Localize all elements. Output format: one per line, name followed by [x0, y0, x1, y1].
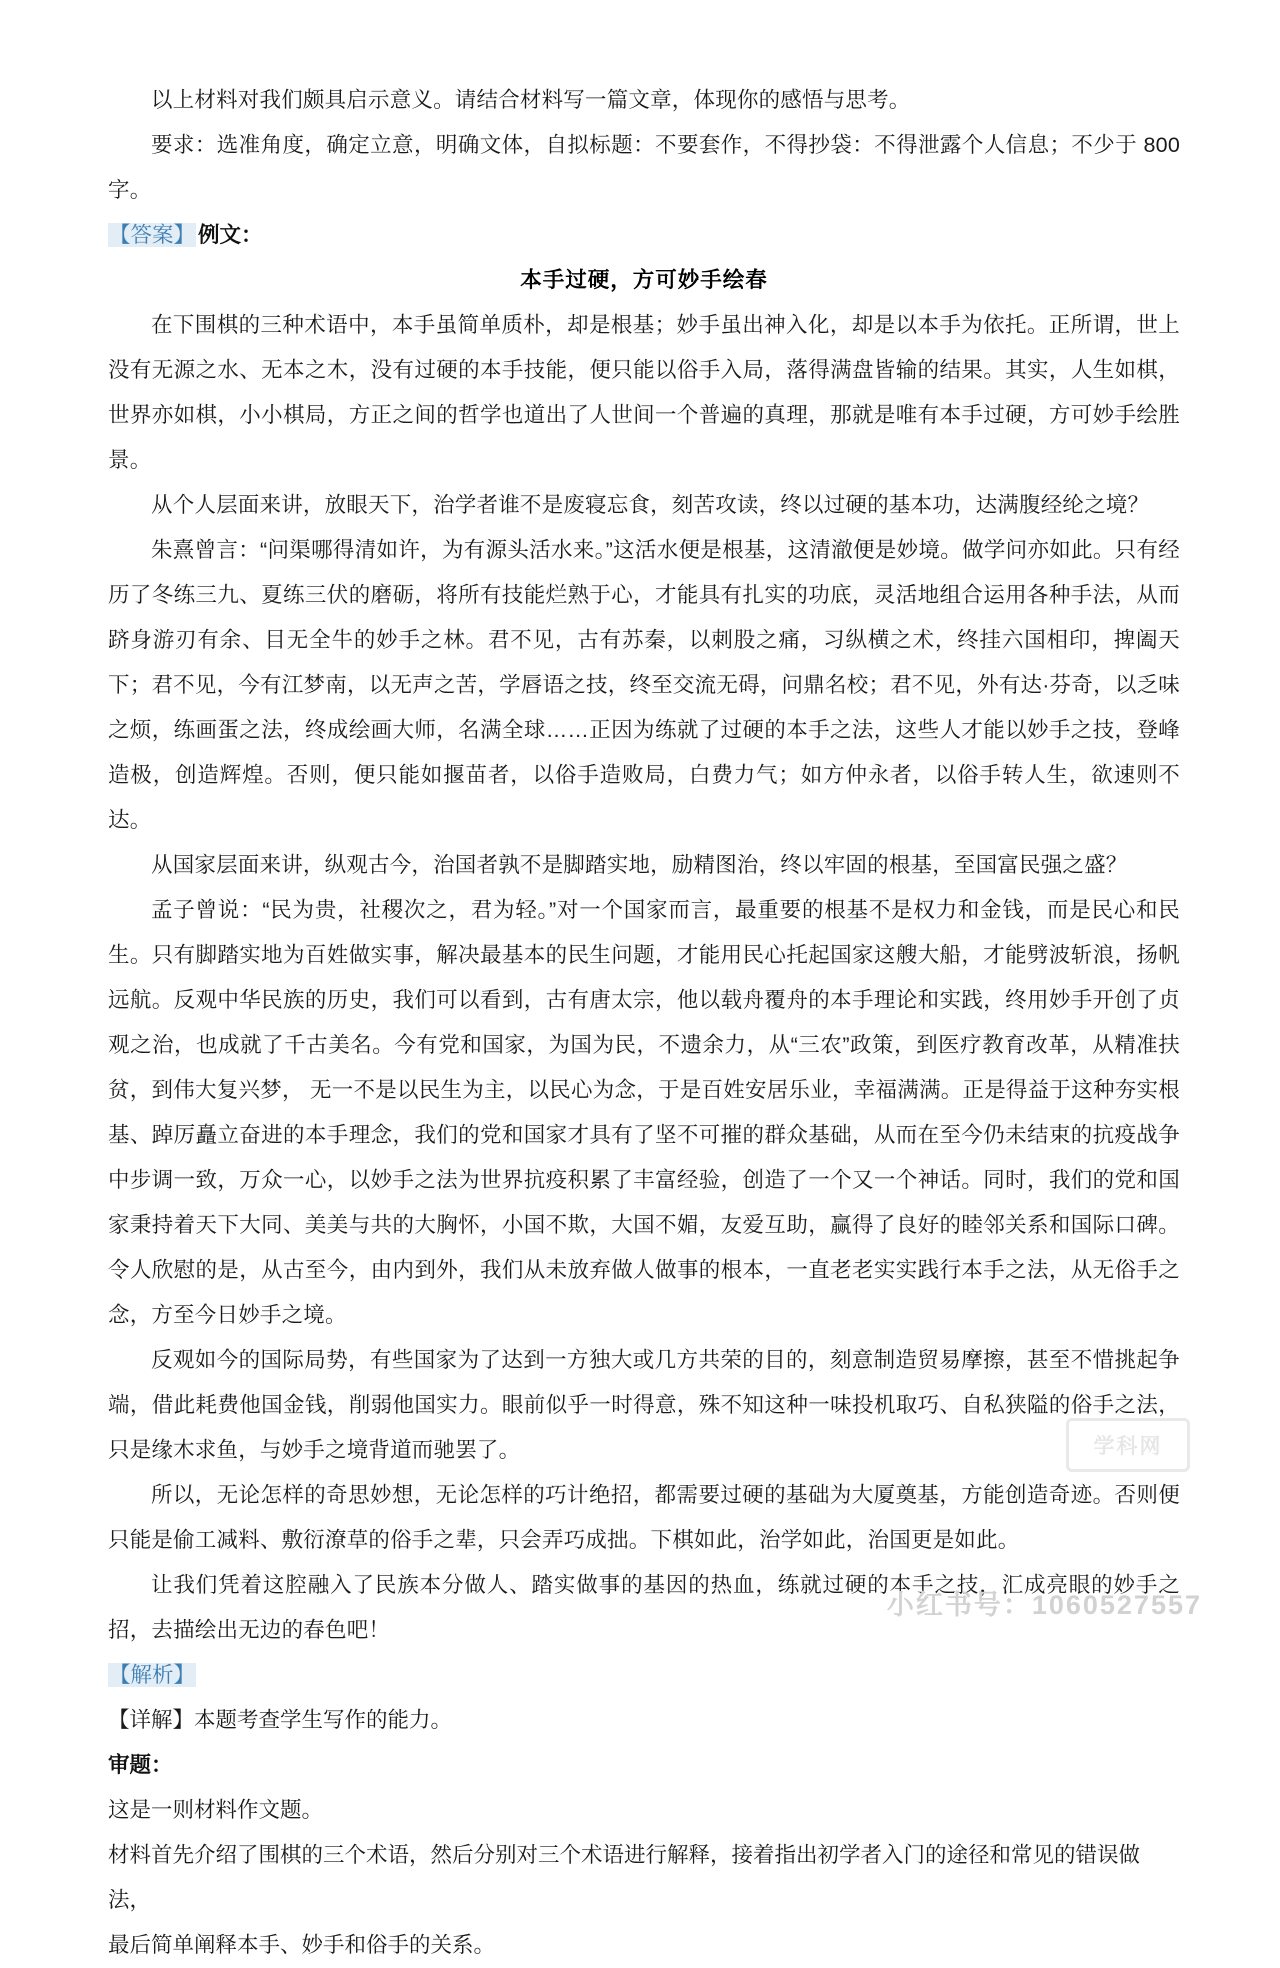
answer-tag: 【答案】 [109, 223, 196, 247]
answer-label: 例文： [198, 223, 263, 247]
essay-paragraph-7: 所以，无论怎样的奇思妙想，无论怎样的巧计绝招，都需要过硬的基础为大厦奠基，方能创造奇迹。否则便只能是偷工减料、敷衍潦草的俗手之辈，只会弄巧成拙。下棋如此，治学如此，治国更是如此。 [108, 1483, 1180, 1552]
answer-tag-line [108, 213, 1180, 258]
section-heading-shenti: 审题： [108, 1753, 173, 1777]
essay-title: 本手过硬，方可妙手绘春 [520, 268, 768, 292]
essay-paragraph-5: 孟子曾说：“民为贵，社稷次之，君为轻。”对一个国家而言，最重要的根基不是权力和金钱，而是民心和民生。只有脚踏实地为百姓做实事，解决最基本的民生问题，才能用民心托起国家这艘大船，才能劈波斩浪，扬帆远航。反观中华民族的历史，我们可以看到，古有唐太宗，他以载舟覆舟的本手理论和实践，终用妙手开创了贞观之治，也成就了千古美名。今有党和国家，为国为民，不遗余力，从“三农”政策，到医疗教育改革，从精准扶贫，到伟大复兴梦， 无一不是以民生为主，以民心为念，于是百姓安居乐业，幸福满满。正是得益于这种夯实根基、踔厉矗立奋进的本手理念，我们的党和国家才具有了坚不可摧的群众基础，从而在至今仍未结束的抗疫战争中步调一致，万众一心，以妙手之法为世界抗疫积累了丰富经验，创造了一个又一个神话。同时，我们的党和国家秉持着天下大同、美美与共的大胸怀，小国不欺，大国不媚，友爱互助，赢得了良好的睦邻关系和国际口碑。令人欣慰的是，从古至今，由内到外，我们从未放弃做人做事的根本，一直老老实实践行本手之法，从无俗手之念，方至今日妙手之境。 [108, 898, 1180, 1327]
essay-paragraph-3: 朱熹曾言：“问渠哪得清如许，为有源头活水来。”这活水便是根基，这清澈便是妙境。做学问亦如此。只有经历了冬练三九、夏练三伏的磨砺，将所有技能烂熟于心，才能具有扎实的功底，灵活地组合运用各种手法，从而跻身游刃有余、目无全牛的妙手之林。君不见，古有苏秦，以刺股之痛，习纵横之术，终挂六国相印，捭阖天下；君不见，今有江梦南，以无声之苦，学唇语之技，终至交流无碍，问鼎名校；君不见，外有达·芬奇，以乏味之烦，练画蛋之法，终成绘画大师，名满全球……正因为练就了过硬的本手之法，这些人才能以妙手之技，登峰造极，创造辉煌。否则，便只能如揠苗者，以俗手造败局，白费力气；如方仲永者，以俗手转人生，欲速则不达。 [108, 538, 1180, 832]
analysis-line-3: 最后简单阐释本手、妙手和俗手的关系。 [108, 1933, 496, 1957]
account-watermark: 小红书号：1060527557 [886, 1590, 1202, 1620]
essay-paragraph-4: 从国家层面来讲，纵观古今，治国者孰不是脚踏实地，励精图治，终以牢固的根基，至国富民强之盛？ [151, 853, 1128, 877]
analysis-tag-line [108, 1653, 1180, 1698]
detail-line [108, 1698, 1180, 1743]
prompt-line-2: 要求：选准角度，确定立意，明确文体，自拟标题：不要套作，不得抄袋：不得泄露个人信息；不少于 800 字。 [108, 133, 1180, 202]
essay-paragraph-2: 从个人层面来讲，放眼天下，治学者谁不是废寝忘食，刻苦攻读，终以过硬的基本功，达满腹经纶之境？ [151, 493, 1150, 517]
analysis-line-2: 材料首先介绍了围棋的三个术语，然后分别对三个术语进行解释，接着指出初学者入门的途径和常见的错误做法， [108, 1843, 1141, 1912]
analysis-line-1: 这是一则材料作文题。 [108, 1798, 324, 1822]
detail-label: 【详解】 [108, 1708, 195, 1732]
essay-paragraph-8: 让我们凭着这腔融入了民族本分做人、踏实做事的基因的热血，练就过硬的本手之技，汇成亮眼的妙手之招，去描绘出无边的春色吧！ [108, 1573, 1180, 1642]
essay-paragraph-6: 反观如今的国际局势，有些国家为了达到一方独大或几方共荣的目的，刻意制造贸易摩擦，甚至不惜挑起争端，借此耗费他国金钱，削弱他国实力。眼前似乎一时得意，殊不知这种一味投机取巧、自私狭隘的俗手之法，只是缘木求鱼，与妙手之境背道而驰罢了。 [108, 1348, 1180, 1462]
analysis-tag: 【解析】 [109, 1663, 196, 1687]
prompt-line-1: 以上材料对我们颇具启示意义。请结合材料写一篇文章，体现你的感悟与思考。 [151, 88, 911, 112]
essay-paragraph-1: 在下围棋的三种术语中，本手虽简单质朴，却是根基；妙手虽出神入化，却是以本手为依托。正所谓，世上没有无源之水、无本之木，没有过硬的本手技能，便只能以俗手入局，落得满盘皆输的结果。其实，人生如棋，世界亦如棋，小小棋局，方正之间的哲学也道出了人世间一个普遍的真理，那就是唯有本手过硬，方可妙手绘胜景。 [108, 313, 1180, 472]
site-logo-watermark-text: 学科网 [1066, 1418, 1190, 1472]
detail-text: 本题考查学生写作的能力。 [194, 1708, 453, 1732]
